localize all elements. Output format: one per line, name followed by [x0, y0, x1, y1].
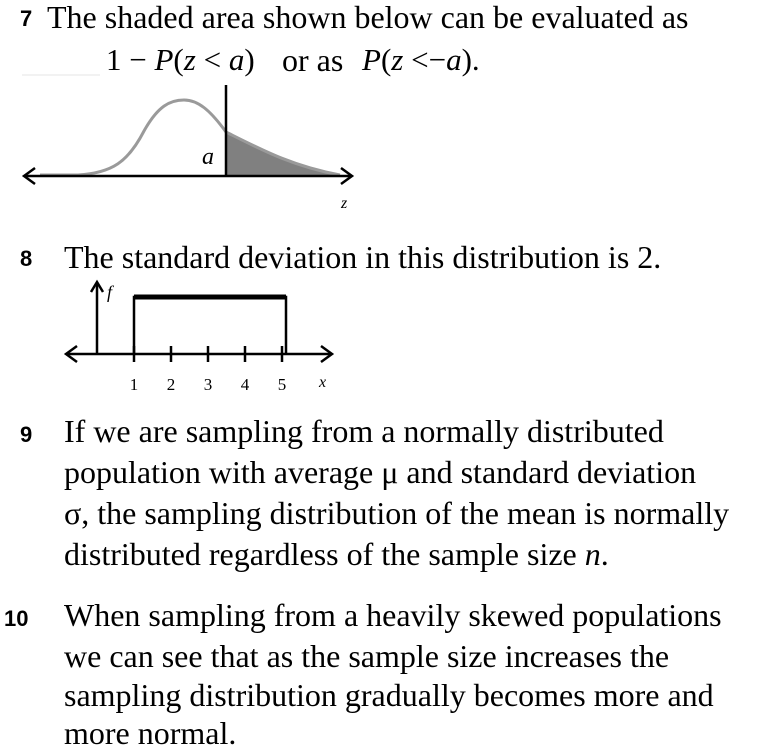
- x-axis-label: x: [319, 374, 327, 391]
- question-9-line-4: [64, 534, 609, 575]
- question-10-line-1: When sampling from a heavily skewed populations: [64, 597, 722, 633]
- question-9-line-4-text: distributed regardless of the sample size: [64, 536, 585, 572]
- expr2-lt: <−: [403, 42, 447, 77]
- expr1-P: P: [154, 42, 174, 77]
- f-axis-label: f: [107, 282, 113, 302]
- question-10-line-3: sampling distribution gradually becomes more and: [64, 677, 714, 713]
- question-7-text: The shaded area shown below can be evaluated as: [47, 0, 689, 35]
- question-9-line-1: If we are sampling from a normally distributed: [64, 413, 664, 449]
- question-9-line-3: σ, the sampling distribution of the mean is normally: [64, 495, 730, 531]
- z-axis-label: z: [341, 195, 348, 212]
- x-tick-label: 2: [166, 375, 176, 394]
- expr1-z: z: [183, 42, 196, 77]
- sample-size-variable: n: [584, 536, 601, 572]
- expr1-lt: <: [195, 42, 229, 77]
- question-10-line-4: more normal.: [64, 715, 237, 751]
- cutoff-label-a: a: [202, 144, 214, 170]
- x-tick-label: 4: [240, 375, 250, 394]
- question-number-8: 8: [20, 246, 33, 271]
- question-8-text: The standard deviation in this distribution is 2.: [64, 239, 662, 275]
- question-7-joiner: or as: [282, 42, 344, 78]
- expr1-a: a: [228, 42, 245, 77]
- question-number-7: 7: [20, 6, 33, 31]
- expr2-a: a: [446, 42, 462, 77]
- x-tick-label: 1: [129, 375, 139, 394]
- question-9-line-4-end: .: [600, 536, 609, 572]
- expr1-open: (: [173, 42, 184, 77]
- x-tick-label: 3: [203, 375, 213, 394]
- question-number-10: 10: [4, 606, 29, 631]
- expr2-close: ).: [461, 42, 480, 77]
- x-tick-label: 5: [277, 375, 287, 394]
- expr2-z: z: [391, 42, 404, 77]
- density-rectangle: [134, 297, 286, 354]
- question-9-line-2: population with average μ and standard deviation: [64, 454, 697, 490]
- question-10-line-2: we can see that as the sample size increases the: [64, 638, 670, 674]
- expr2-open: (: [380, 42, 392, 77]
- expr1-prefix: 1 −: [106, 42, 155, 77]
- question-number-9: 9: [20, 422, 33, 447]
- expr1-close: ): [244, 42, 255, 77]
- expr2-P: P: [362, 42, 381, 77]
